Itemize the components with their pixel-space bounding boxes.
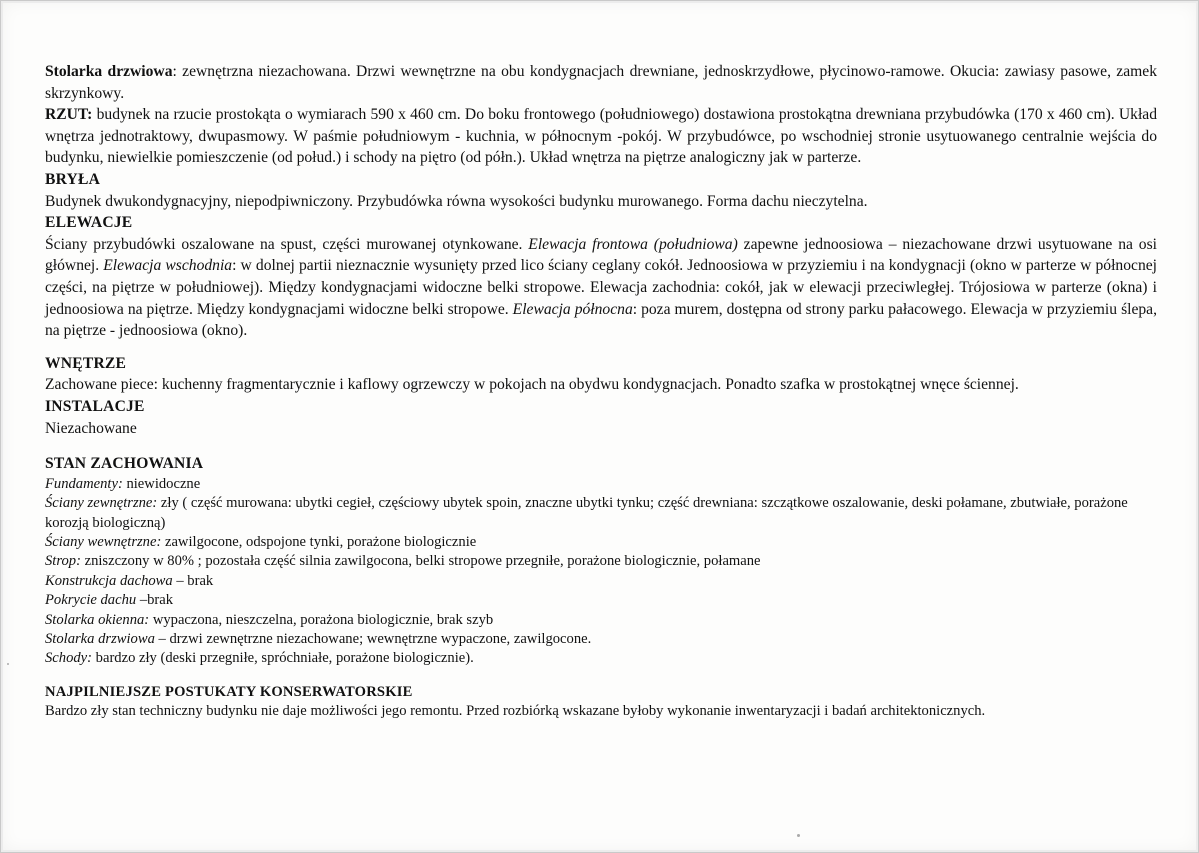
bryla-heading: BRYŁA xyxy=(45,170,101,188)
elewacje-paragraph xyxy=(45,234,1157,342)
stolarka-label: Stolarka drzwiowa xyxy=(45,63,173,80)
stan-item-konstrukcja-dachowa xyxy=(45,572,1157,591)
stan-item-label: Strop: xyxy=(45,553,81,570)
rzut-label: RZUT: xyxy=(45,106,93,124)
elewacje-text-2: zapewne jednoosiowa – niezachowane drzwi usytuowane na osi głównej. xyxy=(45,235,1157,275)
stan-item-label: Pokrycie dachu xyxy=(45,592,137,609)
stan-item-label: Stolarka drzwiowa xyxy=(45,630,155,647)
instalacje-text: Niezachowane xyxy=(45,419,137,437)
stan-item-fundamenty xyxy=(45,475,1157,494)
stan-item-label: Ściany wewnętrzne: xyxy=(45,533,162,550)
stolarka-paragraph xyxy=(45,61,1157,104)
stan-list xyxy=(45,475,1157,669)
stan-item-sciany-zewnetrzne xyxy=(45,494,1157,533)
stan-item-label: Ściany zewnętrzne: xyxy=(45,495,158,512)
stan-item-text: zniszczony w 80% ; pozostała część silnia zawilgocona, belki stropowe przegniłe, porażone biologicznie, połamane xyxy=(80,553,761,570)
stan-item-text: – drzwi zewnętrzne niezachowane; wewnętrzne wypaczone, zawilgocone. xyxy=(154,630,592,647)
elewacja-wschodnia-label: Elewacja wschodnia xyxy=(103,257,233,275)
rzut-text: budynek na rzucie prostokąta o wymiarach 590 x 460 cm. Do boku frontowego (południowego) dostawiona prostokątna drewniana przybudówka (170 x 460 cm). Układ wnętrza jednotraktowy, dwupasmowy. W paśmie południowym - kuchnia, w północnym -pokój. W przybudówce, po wschodniej stronie usytuowanego centralnie wejścia do budynku, niewielkie pomieszczenie (od połud.) i schody na piętro (od półn.). Układ wnętrza na piętrze analogiczny jak w parterze. xyxy=(45,106,1157,167)
elewacja-frontowa-label: Elewacja frontowa (południowa) xyxy=(528,235,738,253)
stan-item-strop xyxy=(45,552,1157,571)
postulaty-heading: NAJPILNIEJSZE POSTUKATY KONSERWATORSKIE xyxy=(45,683,413,700)
stan-item-stolarka-drzwiowa xyxy=(45,630,1157,649)
stan-item-label: Schody: xyxy=(45,650,93,667)
stan-item-text: bardzo zły (deski przegniłe, spróchniałe, porażone biologicznie). xyxy=(92,650,474,667)
stan-item-text: zawilgocone, odspojone tynki, porażone biologicznie xyxy=(161,533,477,550)
stan-heading: STAN ZACHOWANIA xyxy=(45,455,204,473)
instalacje-heading: INSTALACJE xyxy=(45,397,145,415)
stan-item-sciany-wewnetrzne xyxy=(45,533,1157,552)
stan-item-text: wypaczona, nieszczelna, porażona biologicznie, brak szyb xyxy=(149,611,494,628)
spacer xyxy=(45,439,1157,453)
spacer xyxy=(45,669,1157,683)
stan-item-label: Konstrukcja dachowa xyxy=(45,572,173,589)
postulaty-text: Bardzo zły stan techniczny budynku nie daje możliwości jego remontu. Przed rozbiórką wskazane byłoby wykonanie inwentaryzacji i badań architektonicznych. xyxy=(45,703,986,720)
stan-item-label: Fundamenty: xyxy=(45,475,123,492)
scan-speck xyxy=(797,834,800,837)
stan-item-text: zły ( część murowana: ubytki cegieł, częściowy ubytek spoin, znaczne ubytki tynku; część drewniana: szczątkowe oszalowanie, deski połamane, zbutwiałe, porażone korozją biologiczną) xyxy=(45,495,1128,531)
bryla-text: Budynek dwukondygnacyjny, niepodpiwniczony. Przybudówka równa wysokości budynku murowanego. Forma dachu nieczytelna. xyxy=(45,192,868,210)
elewacje-text-1: Ściany przybudówki oszalowane na spust, części murowanej otynkowane. xyxy=(45,235,529,253)
elewacja-polnocna-label: Elewacja północna xyxy=(512,300,633,318)
elewacje-text-4: : poza murem, dostępna od strony parku pałacowego. Elewacja w przyziemiu ślepa, na piętrze - jednoosiowa (okno). xyxy=(45,300,1158,340)
stan-item-text: –brak xyxy=(136,592,174,609)
document-body xyxy=(45,61,1157,722)
rzut-paragraph xyxy=(45,104,1157,169)
wnetrze-heading: WNĘTRZE xyxy=(45,354,127,372)
stolarka-text: : zewnętrzna niezachowana. Drzwi wewnętrzne na obu kondygnacjach drewniane, jednoskrzydłowe, płycinowo-ramowe. Okucia: zawiasy pasowe, zamek skrzynkowy. xyxy=(45,63,1157,102)
stan-item-pokrycie-dachu xyxy=(45,591,1157,610)
stan-item-schody xyxy=(45,649,1157,668)
stan-item-stolarka-okienna xyxy=(45,611,1157,630)
stan-item-text: niewidoczne xyxy=(122,475,201,492)
elewacje-text-3: : w dolnej partii nieznacznie wysunięty przed lico ściany ceglany cokół. Jednoosiowa w przyziemiu i na kondygnacji (okno w parterze w północnej części, na piętrze w południowej). Między kondygnacjami widoczne belki stropowe. Elewacja zachodnia: cokół, jak w elewacji przeciwległej. Trójosiowa w parterze (okna) i jednoosiowa na piętrze. Między kondygnacjami widoczne belki stropowe. xyxy=(45,257,1157,318)
stan-item-text: – brak xyxy=(172,572,214,589)
wnetrze-text: Zachowane piece: kuchenny fragmentarycznie i kaflowy ogrzewczy w pokojach na obydwu kondygnacjach. Ponadto szafka w prostokątnej wnęce ściennej. xyxy=(45,376,1019,394)
stan-item-label: Stolarka okienna: xyxy=(45,611,150,628)
elewacje-heading: ELEWACJE xyxy=(45,214,133,232)
spacer xyxy=(45,342,1157,353)
scan-speck xyxy=(7,663,9,665)
